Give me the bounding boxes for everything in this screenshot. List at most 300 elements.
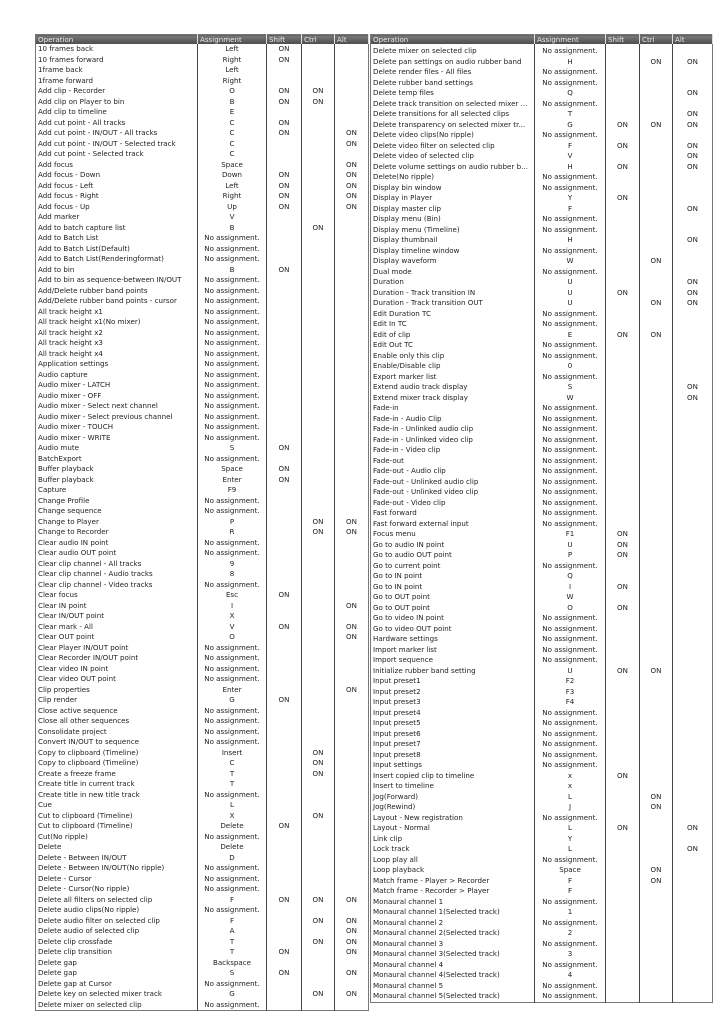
table-row[interactable]: [36, 968, 369, 979]
operation-cell: Delete - Cursor(No ripple): [38, 884, 130, 893]
assignment-cell: W: [535, 592, 606, 603]
table-row[interactable]: [371, 246, 713, 257]
table-row[interactable]: [371, 529, 713, 540]
assignment-cell: No assignment.: [198, 716, 267, 727]
table-row[interactable]: [36, 989, 369, 1000]
table-row[interactable]: [371, 855, 713, 866]
header-shift[interactable]: Shift: [267, 35, 302, 45]
operation-cell: Cut to clipboard (Timeline): [38, 810, 133, 820]
table-row[interactable]: [36, 863, 369, 874]
operation-cell: Delete transitions for all selected clips: [373, 109, 510, 118]
alt-cell: [335, 821, 369, 832]
alt-cell: [335, 118, 369, 129]
table-row[interactable]: [371, 204, 713, 215]
table-row[interactable]: [36, 107, 369, 118]
table-row[interactable]: [371, 78, 713, 89]
table-row[interactable]: [371, 792, 713, 803]
ctrl-cell: [302, 685, 335, 696]
header-operation[interactable]: Operation: [371, 35, 535, 45]
table-row[interactable]: [36, 212, 369, 223]
table-row[interactable]: [371, 498, 713, 509]
table-row[interactable]: [371, 687, 713, 698]
table-row[interactable]: [36, 601, 369, 612]
table-row[interactable]: [36, 370, 369, 381]
header-assignment[interactable]: Assignment: [535, 35, 606, 45]
table-row[interactable]: [371, 550, 713, 561]
operation-cell: Cut(No ripple): [38, 831, 88, 841]
ctrl-cell: [302, 832, 335, 843]
assignment-cell: 4: [535, 970, 606, 981]
ctrl-cell: [302, 737, 335, 748]
operation-cell: Delete - Between IN/OUT: [38, 852, 127, 862]
table-row[interactable]: [371, 340, 713, 351]
table-row[interactable]: [371, 771, 713, 782]
table-row[interactable]: [371, 624, 713, 635]
table-row[interactable]: [371, 424, 713, 435]
table-row[interactable]: [371, 99, 713, 110]
table-row[interactable]: [36, 769, 369, 780]
table-row[interactable]: [36, 191, 369, 202]
table-row[interactable]: [371, 697, 713, 708]
operation-cell: Input preset8: [373, 749, 421, 759]
table-row[interactable]: [36, 758, 369, 769]
ctrl-cell: [302, 958, 335, 969]
table-row[interactable]: [371, 865, 713, 876]
table-row[interactable]: [36, 76, 369, 87]
table-row[interactable]: [36, 527, 369, 538]
table-row[interactable]: [36, 401, 369, 412]
operation-cell: Delete key on selected mixer track: [38, 989, 162, 998]
table-row[interactable]: [371, 120, 713, 131]
assignment-cell: No assignment.: [198, 349, 267, 360]
assignment-cell: U: [535, 298, 606, 309]
table-row[interactable]: [371, 57, 713, 68]
shift-cell: ON: [606, 771, 640, 782]
shift-cell: [267, 853, 302, 864]
table-row[interactable]: [371, 991, 713, 1002]
shift-cell: ON: [267, 97, 302, 108]
table-row[interactable]: [36, 695, 369, 706]
table-row[interactable]: [371, 886, 713, 897]
table-row[interactable]: [36, 265, 369, 276]
assignment-cell: No assignment.: [535, 445, 606, 456]
table-row[interactable]: [36, 569, 369, 580]
table-row[interactable]: [36, 412, 369, 423]
table-row[interactable]: [36, 685, 369, 696]
ctrl-cell: ON: [640, 666, 673, 677]
operation-cell: Delete volume settings on audio rubber b...: [373, 161, 528, 171]
table-row[interactable]: [371, 456, 713, 467]
table-row[interactable]: [36, 307, 369, 318]
table-row[interactable]: [371, 844, 713, 855]
table-row[interactable]: [36, 842, 369, 853]
table-row[interactable]: [371, 109, 713, 120]
table-row[interactable]: [371, 645, 713, 656]
table-row[interactable]: [36, 716, 369, 727]
table-row[interactable]: [36, 622, 369, 633]
operation-cell: Fade-out - Unlinked video clip: [373, 487, 479, 496]
table-row[interactable]: [371, 718, 713, 729]
table-row[interactable]: [36, 832, 369, 843]
assignment-cell: A: [198, 926, 267, 937]
shift-cell: [606, 477, 640, 488]
table-row[interactable]: [371, 918, 713, 929]
table-row[interactable]: [371, 802, 713, 813]
operation-cell: 10 frames forward: [38, 54, 104, 64]
table-row[interactable]: [36, 317, 369, 328]
table-row[interactable]: [371, 750, 713, 761]
alt-cell: ON: [335, 926, 369, 937]
table-row[interactable]: [36, 170, 369, 181]
table-row[interactable]: [371, 235, 713, 246]
operation-cell: Delete pan settings on audio rubber band: [373, 56, 522, 66]
table-row[interactable]: [371, 970, 713, 981]
table-row[interactable]: [371, 298, 713, 309]
table-row[interactable]: [36, 97, 369, 108]
table-row[interactable]: [371, 403, 713, 414]
shift-cell: [606, 928, 640, 939]
table-row[interactable]: [371, 834, 713, 845]
table-row[interactable]: [36, 149, 369, 160]
table-row[interactable]: [36, 895, 369, 906]
ctrl-cell: [302, 475, 335, 486]
table-row[interactable]: [371, 277, 713, 288]
table-row[interactable]: [36, 65, 369, 76]
table-row[interactable]: [36, 464, 369, 475]
table-row[interactable]: [36, 884, 369, 895]
table-row[interactable]: [36, 643, 369, 654]
table-row[interactable]: [36, 506, 369, 517]
table-row[interactable]: [36, 926, 369, 937]
shortcut-table-left: [35, 34, 369, 1011]
table-row[interactable]: [36, 359, 369, 370]
table-row[interactable]: [36, 779, 369, 790]
table-row[interactable]: [36, 947, 369, 958]
operation-cell: Go to OUT point: [373, 592, 430, 601]
assignment-cell: 0: [535, 361, 606, 372]
alt-cell: ON: [335, 202, 369, 213]
assignment-cell: Insert: [198, 748, 267, 759]
table-row[interactable]: [36, 748, 369, 759]
ctrl-cell: [302, 979, 335, 990]
table-row[interactable]: [36, 181, 369, 192]
table-row[interactable]: [36, 790, 369, 801]
alt-cell: [335, 223, 369, 234]
table-row[interactable]: [36, 44, 369, 55]
table-row[interactable]: [36, 548, 369, 559]
table-row[interactable]: [36, 916, 369, 927]
operation-cell: Delete gap at Cursor: [38, 978, 112, 988]
table-row[interactable]: [36, 937, 369, 948]
table-row[interactable]: [36, 233, 369, 244]
table-row[interactable]: [371, 823, 713, 834]
alt-cell: [335, 454, 369, 465]
assignment-cell: No assignment.: [198, 296, 267, 307]
alt-cell: [335, 296, 369, 307]
ctrl-cell: [640, 204, 673, 215]
ctrl-cell: [302, 317, 335, 328]
alt-cell: ON: [673, 288, 713, 299]
table-row[interactable]: [371, 603, 713, 614]
shift-cell: [606, 897, 640, 908]
assignment-cell: P: [535, 550, 606, 561]
table-row[interactable]: [36, 706, 369, 717]
table-row[interactable]: [36, 160, 369, 171]
table-row[interactable]: [36, 254, 369, 265]
alt-cell: [335, 338, 369, 349]
ctrl-cell: [640, 760, 673, 771]
table-row[interactable]: [36, 580, 369, 591]
table-row[interactable]: [36, 433, 369, 444]
table-row[interactable]: [371, 183, 713, 194]
table-row[interactable]: [36, 874, 369, 885]
table-row[interactable]: [36, 86, 369, 97]
table-row[interactable]: [371, 393, 713, 404]
table-row[interactable]: [36, 853, 369, 864]
table-row[interactable]: [36, 958, 369, 969]
shift-cell: [267, 706, 302, 717]
operation-cell: Create a freeze frame: [38, 768, 116, 778]
table-row[interactable]: [36, 496, 369, 507]
alt-cell: [335, 800, 369, 811]
table-row[interactable]: [371, 897, 713, 908]
table-row[interactable]: [371, 939, 713, 950]
table-row[interactable]: [371, 414, 713, 425]
operation-cell: Delete video filter on selected clip: [373, 140, 495, 150]
table-row[interactable]: [371, 351, 713, 362]
table-row[interactable]: [371, 466, 713, 477]
alt-cell: [673, 193, 713, 204]
assignment-cell: T: [198, 947, 267, 958]
table-row[interactable]: [36, 1000, 369, 1011]
shift-cell: ON: [267, 86, 302, 97]
table-row[interactable]: [371, 655, 713, 666]
table-row[interactable]: [371, 435, 713, 446]
operation-cell: Clip properties: [38, 684, 90, 694]
table-row[interactable]: [36, 611, 369, 622]
table-row[interactable]: [371, 162, 713, 173]
table-row[interactable]: [371, 487, 713, 498]
table-row[interactable]: [371, 477, 713, 488]
table-row[interactable]: [371, 88, 713, 99]
table-row[interactable]: [371, 361, 713, 372]
shift-cell: [267, 842, 302, 853]
table-row[interactable]: [36, 139, 369, 150]
table-row[interactable]: [371, 372, 713, 383]
shift-cell: [267, 737, 302, 748]
table-row[interactable]: [36, 674, 369, 685]
alt-cell: [335, 233, 369, 244]
table-row[interactable]: [371, 781, 713, 792]
table-row[interactable]: [371, 172, 713, 183]
table-row[interactable]: [36, 737, 369, 748]
table-row[interactable]: [36, 202, 369, 213]
table-row[interactable]: [371, 739, 713, 750]
alt-cell: [335, 307, 369, 318]
table-row[interactable]: [371, 813, 713, 824]
table-row[interactable]: [371, 288, 713, 299]
header-assignment[interactable]: Assignment: [198, 35, 267, 45]
operation-cell: Clear clip channel - All tracks: [38, 558, 142, 568]
table-row[interactable]: [36, 244, 369, 255]
table-row[interactable]: [371, 561, 713, 572]
shift-cell: [267, 338, 302, 349]
table-row[interactable]: [36, 800, 369, 811]
table-row[interactable]: [371, 256, 713, 267]
table-row[interactable]: [371, 571, 713, 582]
table-row[interactable]: [371, 729, 713, 740]
table-row[interactable]: [371, 130, 713, 141]
table-row[interactable]: [36, 296, 369, 307]
table-row[interactable]: [371, 592, 713, 603]
ctrl-cell: [302, 307, 335, 318]
ctrl-cell: [302, 107, 335, 118]
table-row[interactable]: [36, 380, 369, 391]
table-row[interactable]: [371, 666, 713, 677]
ctrl-cell: [640, 78, 673, 89]
assignment-cell: No assignment.: [535, 225, 606, 236]
table-row[interactable]: [371, 267, 713, 278]
operation-cell: Delete video clips(No ripple): [373, 130, 474, 139]
table-row[interactable]: [371, 508, 713, 519]
operation-cell: Fade-out - Unlinked audio clip: [373, 476, 479, 486]
alt-cell: [673, 78, 713, 89]
table-row[interactable]: [371, 582, 713, 593]
header-alt[interactable]: Alt: [673, 35, 713, 45]
table-row[interactable]: [36, 821, 369, 832]
shift-cell: [267, 391, 302, 402]
table-row[interactable]: [371, 540, 713, 551]
shift-cell: [606, 456, 640, 467]
table-row[interactable]: [371, 225, 713, 236]
operation-cell: Insert to timeline: [373, 781, 434, 790]
header-operation[interactable]: Operation: [36, 35, 198, 45]
table-row[interactable]: [36, 223, 369, 234]
table-row[interactable]: [36, 349, 369, 360]
table-row[interactable]: [371, 519, 713, 530]
table-row[interactable]: [36, 811, 369, 822]
table-row[interactable]: [371, 214, 713, 225]
table-row[interactable]: [371, 634, 713, 645]
shift-cell: [267, 296, 302, 307]
table-row[interactable]: [371, 382, 713, 393]
table-row[interactable]: [36, 454, 369, 465]
table-row[interactable]: [36, 128, 369, 139]
alt-cell: [673, 865, 713, 876]
assignment-cell: F: [198, 916, 267, 927]
operation-cell: Delete track transition on selected mixer ...: [373, 98, 528, 108]
operation-cell: All track height x2: [38, 327, 103, 337]
table-row[interactable]: [371, 445, 713, 456]
table-row[interactable]: [371, 981, 713, 992]
table-row[interactable]: [371, 67, 713, 78]
shift-cell: [606, 729, 640, 740]
ctrl-cell: [302, 55, 335, 66]
table-row[interactable]: [36, 538, 369, 549]
header-shift[interactable]: Shift: [606, 35, 640, 45]
table-row[interactable]: [371, 193, 713, 204]
ctrl-cell: [302, 727, 335, 738]
operation-cell: Fade-out - Audio clip: [373, 466, 446, 475]
ctrl-cell: [640, 277, 673, 288]
operation-cell: All track height x3: [38, 338, 103, 347]
table-row[interactable]: [36, 559, 369, 570]
header-ctrl[interactable]: Ctrl: [302, 35, 335, 45]
operation-cell: Monaural channel 2: [373, 917, 444, 927]
table-row[interactable]: [371, 46, 713, 57]
table-row[interactable]: [36, 118, 369, 129]
table-row[interactable]: [36, 485, 369, 496]
table-row[interactable]: [36, 517, 369, 528]
operation-cell: Clear video OUT point: [38, 674, 116, 683]
table-row[interactable]: [371, 151, 713, 162]
table-row[interactable]: [36, 727, 369, 738]
table-row[interactable]: [371, 760, 713, 771]
table-row[interactable]: [36, 275, 369, 286]
table-row[interactable]: [371, 309, 713, 320]
table-row[interactable]: [371, 141, 713, 152]
ctrl-cell: [640, 508, 673, 519]
ctrl-cell: [302, 76, 335, 87]
table-row[interactable]: [36, 391, 369, 402]
ctrl-cell: [302, 695, 335, 706]
ctrl-cell: ON: [302, 989, 335, 1000]
table-row[interactable]: [371, 708, 713, 719]
table-header: [371, 35, 713, 45]
table-row[interactable]: [36, 653, 369, 664]
table-row[interactable]: [36, 590, 369, 601]
table-row[interactable]: [36, 338, 369, 349]
ctrl-cell: [302, 118, 335, 129]
operation-cell: 1frame forward: [38, 75, 94, 85]
table-row[interactable]: [36, 475, 369, 486]
table-row[interactable]: [371, 907, 713, 918]
table-row[interactable]: [371, 613, 713, 624]
shift-cell: [606, 172, 640, 183]
table-row[interactable]: [371, 319, 713, 330]
table-row[interactable]: [371, 960, 713, 971]
table-row[interactable]: [371, 949, 713, 960]
ctrl-cell: [640, 823, 673, 834]
header-ctrl[interactable]: Ctrl: [640, 35, 673, 45]
table-row[interactable]: [36, 286, 369, 297]
assignment-cell: O: [535, 603, 606, 614]
operation-cell: Add to Batch List: [38, 233, 99, 242]
table-row[interactable]: [36, 443, 369, 454]
operation-cell: Delete all filters on selected clip: [38, 894, 153, 904]
table-row[interactable]: [371, 676, 713, 687]
table-row[interactable]: [36, 979, 369, 990]
table-row[interactable]: [371, 876, 713, 887]
table-row[interactable]: [36, 632, 369, 643]
table-row[interactable]: [36, 55, 369, 66]
operation-cell: Fade-out: [373, 455, 404, 465]
ctrl-cell: ON: [302, 527, 335, 538]
table-row[interactable]: [36, 664, 369, 675]
table-row[interactable]: [371, 928, 713, 939]
assignment-cell: J: [535, 802, 606, 813]
ctrl-cell: [640, 960, 673, 971]
table-row[interactable]: [36, 328, 369, 339]
header-alt[interactable]: Alt: [335, 35, 369, 45]
ctrl-cell: ON: [640, 876, 673, 887]
alt-cell: [335, 496, 369, 507]
table-row[interactable]: [371, 330, 713, 341]
operation-cell: Fade-in - Video clip: [373, 445, 441, 454]
table-row[interactable]: [36, 905, 369, 916]
ctrl-cell: ON: [640, 57, 673, 68]
table-row[interactable]: [36, 422, 369, 433]
